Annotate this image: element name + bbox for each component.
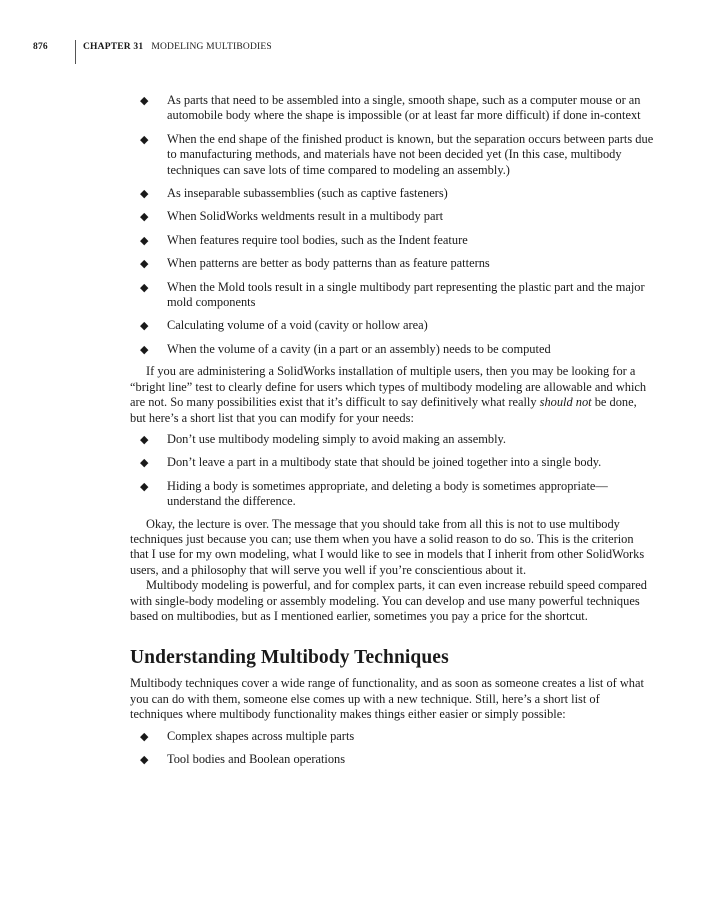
- page-number: 876: [33, 42, 48, 52]
- list-item: ◆ Hiding a body is sometimes appropriate, and deleting a body is sometimes appropriate—understand the difference.: [140, 478, 608, 509]
- header-divider: [75, 40, 76, 64]
- diamond-bullet-icon: ◆: [140, 210, 149, 224]
- diamond-bullet-icon: ◆: [140, 342, 149, 356]
- list-item: ◆ When the volume of a cavity (in a part or an assembly) needs to be computed: [140, 341, 551, 356]
- list-item: ◆ Calculating volume of a void (cavity or hollow area): [140, 318, 428, 333]
- list-item: ◆ Don’t use multibody modeling simply to avoid making an assembly.: [140, 431, 506, 446]
- paragraph-powerful: Multibody modeling is powerful, and for complex parts, it can even increase rebuild speed compared with single-body modeling or assembly modeling. You can develop and use many powerful techniques based on multibodies, but as I mentioned earlier, sometimes you pay a price for the shortcut.: [130, 578, 647, 623]
- list-item: ◆ As parts that need to be assembled into a single, smooth shape, such as a computer mouse or an automobile body where the shape is impossible (or at least far more difficult) if done in-context: [140, 93, 641, 123]
- paragraph-lecture: Okay, the lecture is over. The message that you should take from all this is not to use multibody techniques just because you can; use them when you have a solid reason to do so. This is the criterion that I use for my own modeling, what I would like to see in models that I inherit from other SolidWorks users, and a philosophy that will serve you well if you’re conscientious about it.: [130, 516, 645, 577]
- list-item: ◆ When SolidWorks weldments result in a multibody part: [140, 209, 444, 224]
- list-item: ◆ Complex shapes across multiple parts: [140, 728, 355, 743]
- list-item: ◆ When the Mold tools result in a single multibody part representing the plastic part and the major mold components: [140, 279, 645, 310]
- bullet-list-rules: [130, 432, 655, 510]
- section-heading: Understanding Multibody Techniques: [130, 647, 449, 669]
- emphasis-text: should not: [539, 395, 592, 410]
- list-item: ◆ Don’t leave a part in a multibody state that should be joined together into a single body.: [140, 455, 602, 470]
- diamond-bullet-icon: ◆: [140, 257, 149, 271]
- diamond-bullet-icon: ◆: [140, 233, 149, 247]
- body-text: [130, 93, 655, 775]
- diamond-bullet-icon: ◆: [140, 94, 149, 107]
- diamond-bullet-icon: ◆: [140, 280, 149, 294]
- diamond-bullet-icon: ◆: [140, 319, 149, 333]
- bullet-list-techniques: [130, 729, 655, 768]
- bullet-list-uses: [130, 93, 655, 357]
- chapter-label: CHAPTER 31: [83, 42, 144, 52]
- chapter-title: MODELING MULTIBODIES: [151, 42, 272, 52]
- list-item: ◆ When features require tool bodies, such as the Indent feature: [140, 232, 468, 247]
- paragraph-admin: If you are administering a SolidWorks installation of multiple users, then you may be looking for a “bright line” test to clearly define for users which types of multibody modeling are allowable and which are not. So many possibilities exist that it’s difficult to say definitively what really should not be done, but here’s a short list that you can modify for your needs:: [130, 364, 647, 425]
- running-header: [33, 40, 272, 62]
- list-item: ◆ When patterns are better as body patterns than as feature patterns: [140, 256, 490, 271]
- diamond-bullet-icon: ◆: [140, 729, 149, 743]
- diamond-bullet-icon: ◆: [140, 753, 149, 766]
- list-item: ◆ As inseparable subassemblies (such as captive fasteners): [140, 186, 448, 201]
- diamond-bullet-icon: ◆: [140, 132, 149, 146]
- diamond-bullet-icon: ◆: [140, 187, 149, 201]
- paragraph-section-intro: Multibody techniques cover a wide range of functionality, and as soon as someone creates a list of what you can do with them, someone else comes up with a new technique. Still, here’s a short list of techniques where multibody functionality makes things either easier or simply possible:: [130, 676, 644, 722]
- diamond-bullet-icon: ◆: [140, 456, 149, 470]
- list-item: ◆ Tool bodies and Boolean operations: [140, 752, 346, 766]
- list-item: ◆ When the end shape of the finished product is known, but the separation occurs between parts due to manufacturing methods, and materials have not been decided yet (In this case, multibody techniques can save lots of time compared to modeling an assembly.): [140, 131, 654, 177]
- diamond-bullet-icon: ◆: [140, 432, 149, 446]
- diamond-bullet-icon: ◆: [140, 479, 149, 493]
